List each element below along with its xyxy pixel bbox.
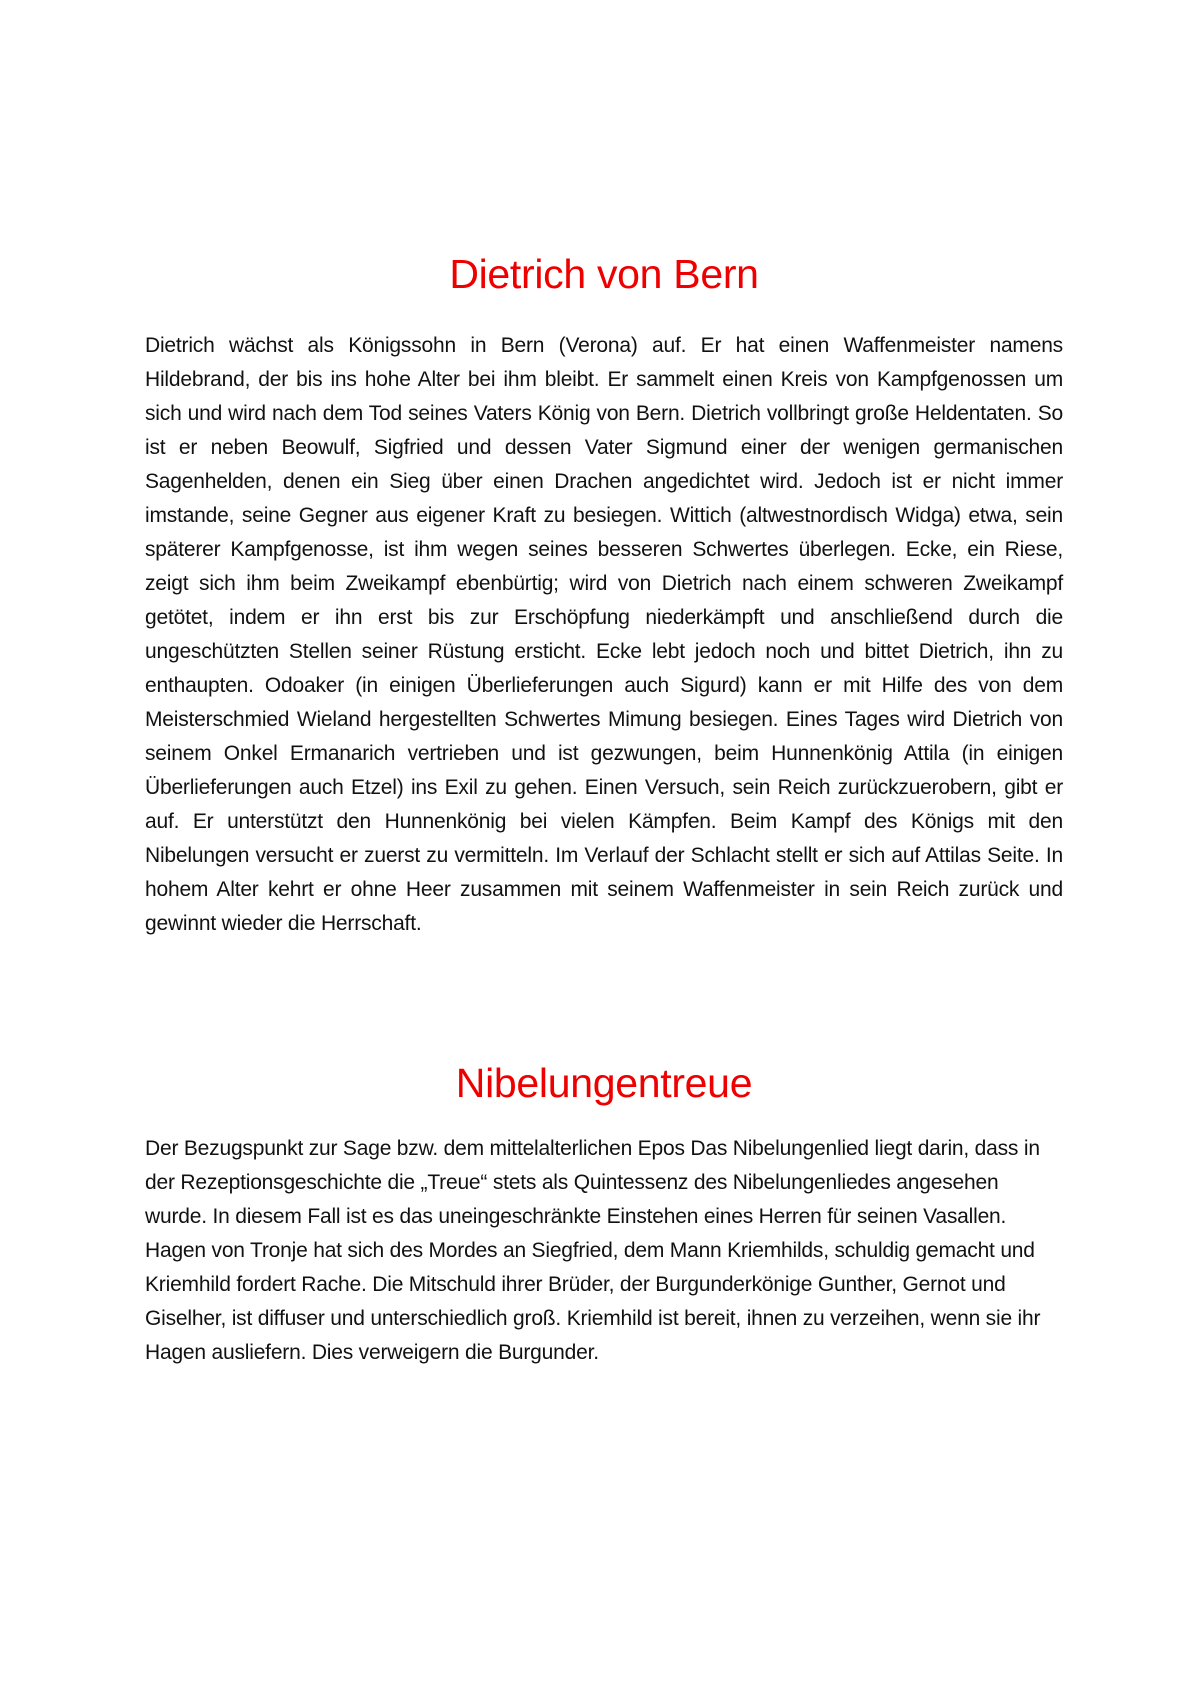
section-paragraph-dietrich-von-bern: Dietrich wächst als Königssohn in Bern (Verona) auf. Er hat einen Waffenmeister namens Hildebrand, der bis ins hohe Alter bei ihm bleibt. Er sammelt einen Kreis von Kampfgenossen um sich und wird nach dem Tod seines Vaters König von Bern. Dietrich vollbringt große Heldentaten. So ist er neben Beowulf, Sigfried und dessen Vater Sigmund einer der wenigen germanischen Sagenhelden, denen ein Sieg über einen Drachen angedichtet wird. Jedoch ist er nicht immer imstande, seine Gegner aus eigener Kraft zu besiegen. Wittich (altwestnordisch Widga) etwa, sein späterer Kampfgenosse, ist ihm wegen seines besseren Schwertes überlegen. Ecke, ein Riese, zeigt sich ihm beim Zweikampf ebenbürtig; wird von Dietrich nach einem schweren Zweikampf getötet, indem er ihn erst bis zur Erschöpfung niederkämpft und anschließend durch die ungeschützten Stellen seiner Rüstung ersticht. Ecke lebt jedoch noch und bittet Dietrich, ihn zu enthaupten. Odoaker (in einigen Überlieferungen auch Sigurd) kann er mit Hilfe des von dem Meisterschmied Wieland hergestellten Schwertes Mimung besiegen. Eines Tages wird Dietrich von seinem Onkel Ermanarich vertrieben und ist gezwungen, beim Hunnenkönig Attila (in einigen Überlieferungen auch Etzel) ins Exil zu gehen. Einen Versuch, sein Reich zurückzuerobern, gibt er auf. Er unterstützt den Hunnenkönig bei vielen Kämpfen. Beim Kampf des Königs mit den Nibelungen versucht er zuerst zu vermitteln. Im Verlauf der Schlacht stellt er sich auf Attilas Seite. In hohem Alter kehrt er ohne Heer zusammen mit seinem Waffenmeister in sein Reich zurück und gewinnt wieder die Herrschaft. [145, 334, 1063, 935]
section-paragraph-nibelungentreue: Der Bezugspunkt zur Sage bzw. dem mittelalterlichen Epos Das Nibelungenlied liegt darin, dass in der Rezeptionsgeschichte die „Treue“ stets als Quintessenz des Nibelungenliedes angesehen wurde. In diesem Fall ist es das uneingeschränkte Einstehen eines Herren für seinen Vasallen. Hagen von Tronje hat sich des Mordes an Siegfried, dem Mann Kriemhilds, schuldig gemacht und Kriemhild fordert Rache. Die Mitschuld ihrer Brüder, der Burgunderkönige Gunther, Gernot und Giselher, ist diffuser und unterschiedlich groß. Kriemhild ist bereit, ihnen zu verzeihen, wenn sie ihr Hagen ausliefern. Dies verweigern die Burgunder. [145, 1137, 1041, 1364]
section-title-dietrich-von-bern: Dietrich von Bern [449, 251, 759, 297]
section-title-nibelungentreue: Nibelungentreue [455, 1060, 753, 1106]
